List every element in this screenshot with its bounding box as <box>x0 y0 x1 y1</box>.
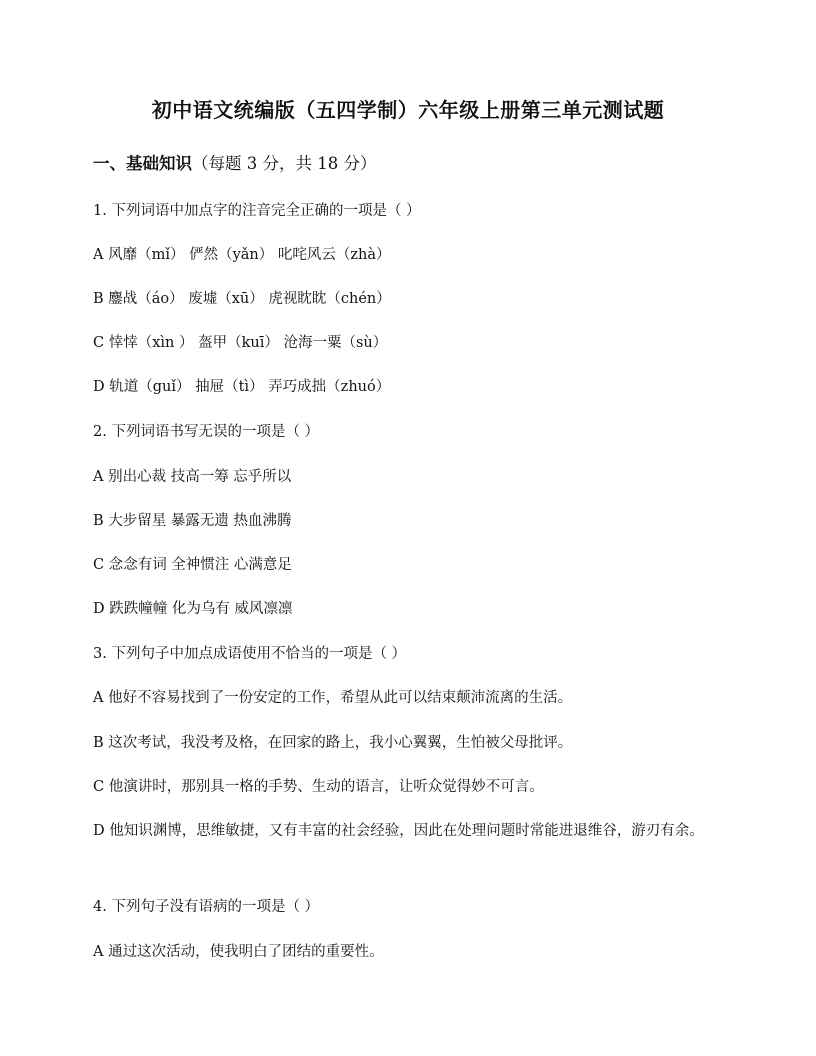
question-1: 1. 下列词语中加点字的注音完全正确的一项是（ ） <box>93 203 421 219</box>
section-score-note: （每题 3 分，共 18 分） <box>192 154 377 173</box>
question-2-option-a: A 别出心裁 技高一筹 忘乎所以 <box>93 469 292 485</box>
section-heading-label: 一、基础知识 <box>93 154 192 173</box>
question-1-option-c: C 悻悻（xìn ） 盔甲（kuī） 沧海一粟（sù） <box>93 335 388 351</box>
question-1-option-a: A 风靡（mǐ） 俨然（yǎn） 叱咤风云（zhà） <box>93 247 391 263</box>
question-3-option-a: A 他好不容易找到了一份安定的工作，希望从此可以结束颠沛流离的生活。 <box>93 690 573 706</box>
question-2-option-d: D 跌跌幢幢 化为乌有 威风凛凛 <box>93 601 293 617</box>
question-3: 3. 下列句子中加点成语使用不恰当的一项是（ ） <box>93 646 407 662</box>
question-4: 4. 下列句子没有语病的一项是（ ） <box>93 899 320 915</box>
question-4-option-a: A 通过这次活动，使我明白了团结的重要性。 <box>93 944 384 960</box>
question-2-option-c: C 念念有词 全神惯注 心满意足 <box>93 557 292 573</box>
question-1-option-b: B 鏖战（áo） 废墟（xū） 虎视眈眈（chén） <box>93 291 391 307</box>
document-title: 初中语文统编版（五四学制）六年级上册第三单元测试题 <box>151 98 665 122</box>
question-2-option-b: B 大步留星 暴露无遗 热血沸腾 <box>93 513 292 529</box>
section-heading <box>93 150 376 174</box>
question-3-option-b: B 这次考试，我没考及格，在回家的路上，我小心翼翼，生怕被父母批评。 <box>93 735 573 751</box>
question-1-option-d: D 轨道（guǐ） 抽屉（tì） 弄巧成拙（zhuó） <box>93 379 391 395</box>
question-3-option-c: C 他演讲时，那别具一格的手势、生动的语言，让听众觉得妙不可言。 <box>93 779 544 795</box>
question-3-option-d: D 他知识渊博，思维敏捷，又有丰富的社会经验，因此在处理问题时常能进退维谷，游刃有余。 <box>93 823 704 839</box>
question-2: 2. 下列词语书写无误的一项是（ ） <box>93 424 320 440</box>
